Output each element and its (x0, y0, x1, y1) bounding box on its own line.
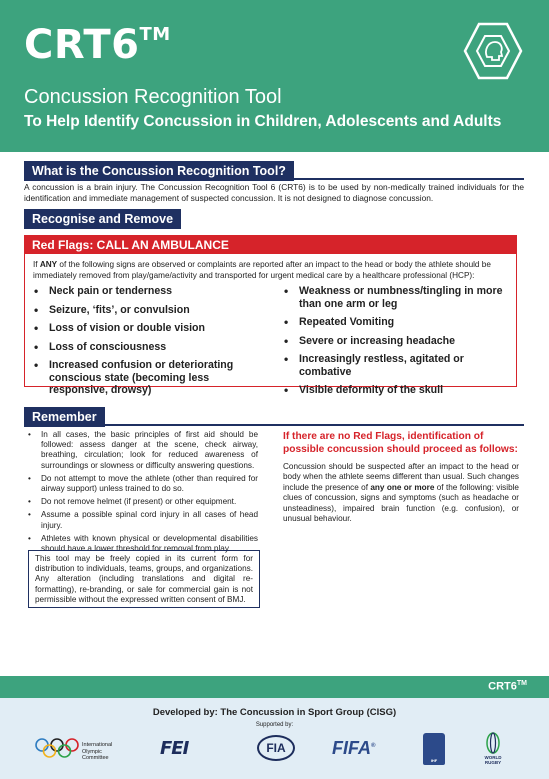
red-flag-item: • Loss of consciousness (31, 341, 249, 354)
trademark: TM (139, 24, 171, 45)
red-flags-box (24, 235, 517, 396)
header-banner (0, 0, 549, 152)
section-heading-recognise: Recognise and Remove (24, 209, 181, 229)
footer-brand-text: CRT6 (488, 680, 517, 693)
brand-text: CRT6 (24, 22, 140, 68)
remember-item: • Do not attempt to move the athlete (other than required for airway support) unless trained to do so. (28, 474, 258, 494)
fifa-text: FIFA (332, 738, 371, 758)
intro-text-part: of the following signs are observed or complaints are reported after an impact to the head or body the athlete should be immediately removed from play/game/activity and transported for urgent medical care by a healthcare professional (HCP): (33, 260, 491, 280)
red-flags-list-right (281, 285, 509, 403)
red-flag-item: • Visible deformity of the skull (281, 384, 509, 397)
red-flag-item: • Repeated Vomiting (281, 316, 509, 329)
red-flag-item: • Neck pain or tenderness (31, 285, 249, 298)
red-flags-intro (25, 254, 516, 281)
red-flag-item: • Seizure, ‘fits’, or convulsion (31, 304, 249, 317)
remember-item: • In all cases, the basic principles of first aid should be followed: assess danger at the scene, check airway, breathing, circulation; look for reduced awareness of surroundings or slowness or difficulty answering questions. (28, 430, 258, 471)
section-heading-remember: Remember (24, 407, 105, 427)
footer-brand (488, 680, 527, 693)
body-text-part: Concussion should be suspected after an impact to the head or body when the athlete seems different than usual. Such changes include the presence of (283, 462, 519, 492)
red-flag-item: • Severe or increasing headache (281, 335, 509, 348)
footer-band (0, 676, 549, 698)
copyright-notice: This tool may be freely copied in its current form for distribution to individuals, teams, groups, and organizations. Any alteration (including translations and digital re-formatting), re-branding, or sale for commercial gain is not permissible without the expressed written consent of BMJ. (28, 550, 260, 608)
trademark: TM (516, 680, 527, 687)
fei-logo: FEI (160, 738, 189, 759)
no-red-flags-heading: If there are no Red Flags, identification of possible concussion should proceed as follows: (283, 431, 518, 455)
red-flags-heading: Red Flags: CALL AN AMBULANCE (25, 236, 516, 254)
section-rule (24, 424, 524, 426)
section-heading-what-is: What is the Concussion Recognition Tool? (24, 161, 294, 181)
ioc-line: Olympic (82, 748, 102, 755)
ioc-label (82, 742, 112, 762)
red-flag-item: • Weakness or numbness/tingling in more than one arm or leg (281, 285, 509, 310)
remember-list (28, 430, 258, 557)
supported-by: Supported by: (255, 722, 294, 728)
red-flag-item: • Increasingly restless, agitated or combative (281, 353, 509, 378)
crt6-logo (24, 22, 171, 68)
fia-logo: FIA (257, 735, 295, 761)
ihf-text: IHF (430, 758, 438, 763)
no-red-flags-body (283, 462, 519, 524)
footer (0, 698, 549, 779)
intro-text: A concussion is a brain injury. The Concussion Recognition Tool 6 (CRT6) is to be used by non-medically trained individuals for the identification and immediate management of suspected concussion. It is not designed to diagnose concussion. (24, 182, 524, 203)
fifa-logo (332, 738, 375, 759)
developed-by: Developed by: The Concussion in Sport Group (CISG) (152, 707, 397, 718)
section-rule (24, 178, 524, 180)
rugby-line: RUGBY (484, 760, 502, 765)
body-emphasis: any one or more (370, 482, 435, 492)
red-flag-item: • Loss of vision or double vision (31, 322, 249, 335)
rugby-line: WORLD (484, 755, 502, 760)
ioc-line: International (82, 742, 113, 748)
registered-mark: ® (371, 743, 376, 749)
world-rugby-icon (484, 732, 502, 754)
red-flags-list-left (31, 285, 249, 403)
hexagon-head-icon (462, 20, 524, 82)
remember-item: • Do not remove helmet (if present) or other equipment. (28, 497, 258, 507)
ihf-logo (423, 733, 445, 765)
intro-emphasis: ANY (39, 260, 58, 269)
ioc-line: Committee (82, 755, 109, 761)
world-rugby-label (478, 755, 508, 765)
remember-item: • Athletes with known physical or developmental disabilities should have a lower threshold for removal from play. (28, 534, 258, 554)
remember-item: • Assume a possible spinal cord injury in all cases of head injury. (28, 510, 258, 530)
page-subtitle: To Help Identify Concussion in Children, Adolescents and Adults (24, 113, 502, 130)
intro-text-part: If (33, 260, 40, 269)
olympic-rings-icon (34, 737, 80, 759)
page-title: Concussion Recognition Tool (24, 86, 282, 108)
body-text-part: of the following: visible clues of concussion, signs and symptoms (such as headache or unsteadiness), impaired brain function (e.g. confusion), or unusual behaviour. (283, 482, 519, 524)
red-flag-item: • Increased confusion or deteriorating conscious state (becoming less responsive, drowsy) (31, 359, 249, 397)
